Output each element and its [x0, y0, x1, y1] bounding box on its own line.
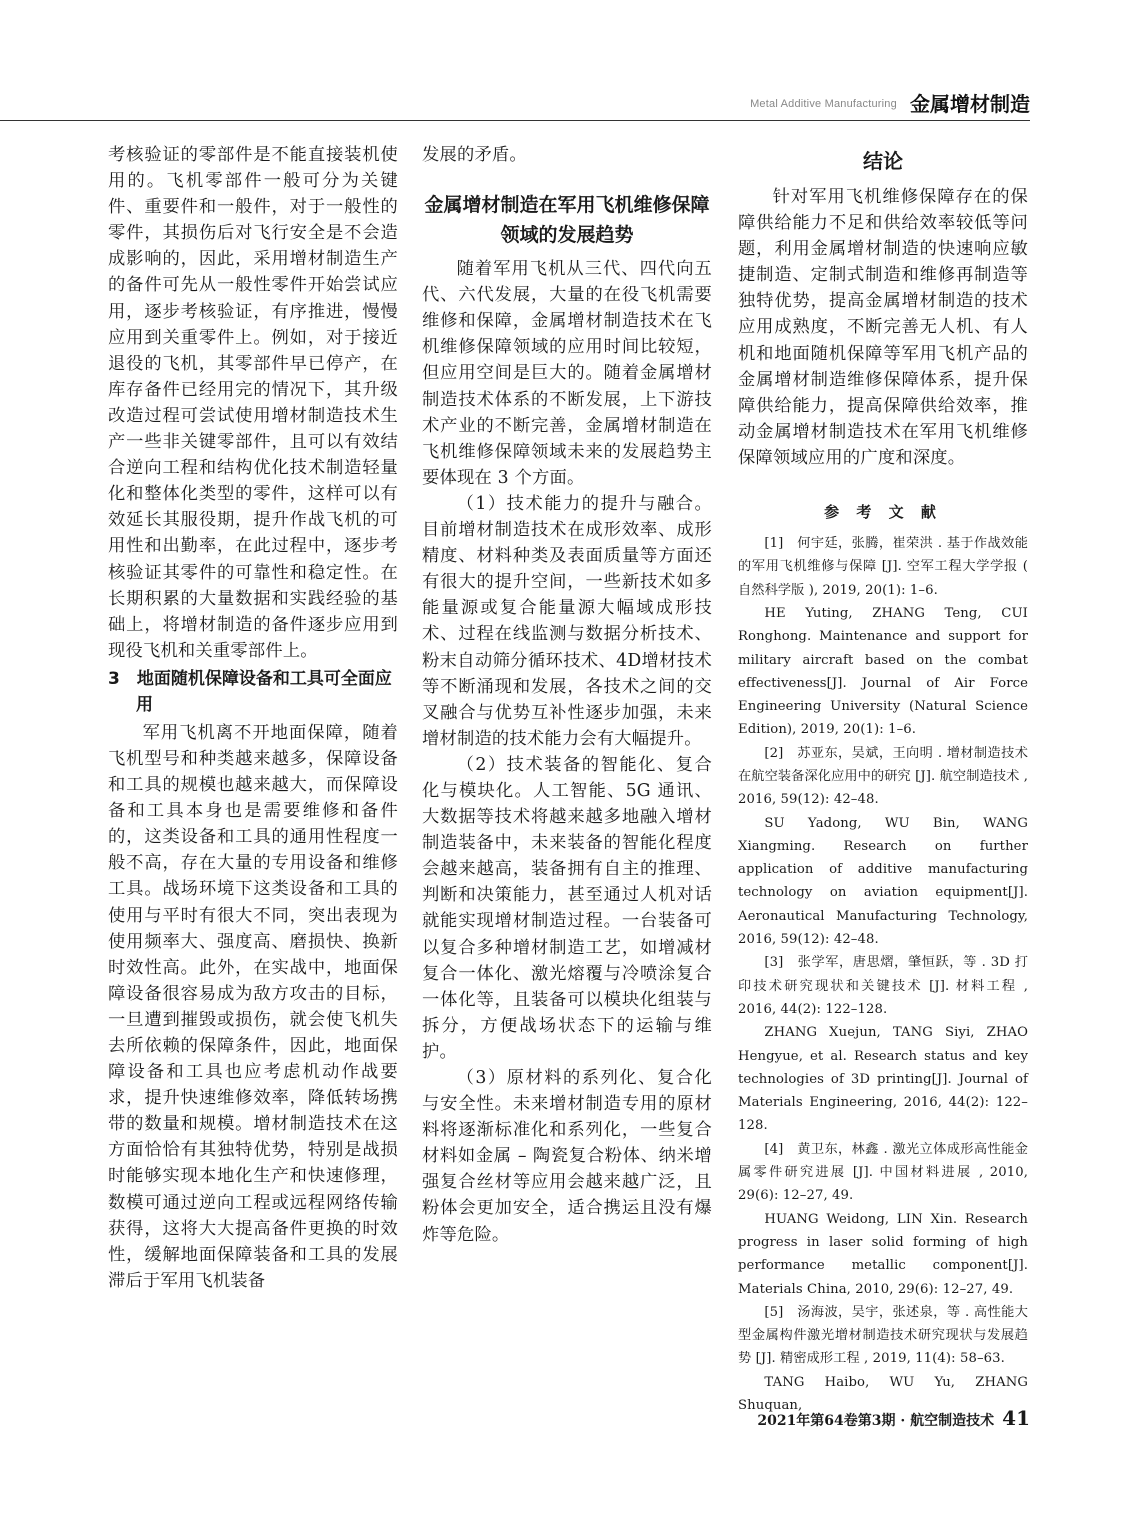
column-right	[738, 142, 1028, 1414]
paragraph-continued: 考核验证的零部件是不能直接装机使用的。飞机零部件一般可分为关键件、重要件和一般件，对于一般性的零件，其损伤后对飞行安全是不会造成影响的，因此，采用增材制造生产的备件可先从一般性零件开始尝试应用，逐步考核验证，有序推进，慢慢应用到关重零件上。例如，对于接近退役的飞机，其零部件早已停产，在库存备件已经用完的情况下，其升级改造过程可尝试使用增材制造技术生产一些非关键零部件，且可以有效结合逆向工程和结构优化技术制造轻量化和整体化类型的零件，这样可以有效延长其服役期，提升作战飞机的可用性和出勤率，在此过程中，逐步考核验证其零件的可靠性和稳定性。在长期积累的大量数据和实践经验的基础上，将增材制造的备件逐步应用到现役飞机和关重零部件上。	[108, 145, 398, 661]
footer-issue: 2021年第64卷第3期 · 航空制造技术	[757, 1413, 995, 1429]
reference-entry: [3] 张学军，唐思熠，肇恒跃，等 . 3D 打印技术研究现状和关键技术 [J]. 材料工程 , 2016, 44(2): 122–128.	[738, 955, 1028, 1017]
header-rule	[0, 120, 1030, 121]
reference-entry: TANG Haibo, WU Yu, ZHANG Shuquan,	[738, 1374, 1028, 1414]
paragraph-continued: 发展的矛盾。	[422, 145, 527, 165]
references-heading: 参 考 文 献	[824, 503, 942, 522]
running-header	[0, 88, 1030, 118]
header-chinese-title: 金属增材制造	[910, 92, 1030, 116]
paragraph-trend-3: （3）原材料的系列化、复合化与安全性。未来增材制造专用的原材料将逐渐标准化和系列化，一些复合材料如金属 – 陶瓷复合粉体、纳米增强复合丝材等应用会越来越广泛，且粉体会更加安全，适合携运且没有爆炸等危险。	[422, 1068, 712, 1245]
page-footer	[0, 1406, 1030, 1430]
paragraph-trend-1: （1）技术能力的提升与融合。目前增材制造技术在成形效率、成形精度、材料种类及表面质量等方面还有很大的提升空间，一些新技术如多能量源或复合能量源大幅域成形技术、过程在线监测与数据分析技术、粉末自动筛分循环技术、4D增材技术等不断涌现和发展，各技术之间的交叉融合与优势互补性逐步加强，未来增材制造的技术能力会有大幅提升。	[422, 493, 712, 749]
column-middle	[422, 142, 712, 1402]
reference-entry: HUANG Weidong, LIN Xin. Research progress in laser solid forming of high performance metallic component[J]. Materials China, 2010, 29(6): 12–27, 49.	[738, 1211, 1028, 1297]
column-left	[108, 142, 398, 1402]
reference-entry: [4] 黄卫东，林鑫 . 激光立体成形高性能金属零件研究进展 [J]. 中国材料进展 , 2010, 29(6): 12–27, 49.	[738, 1141, 1028, 1204]
reference-entry: HE Yuting, ZHANG Teng, CUI Ronghong. Maintenance and support for military aircraft based on the combat effectiveness[J]. Journal of Air Force Engineering University (Natural Science Edition), 2019, 20(1): 1–6.	[738, 605, 1028, 738]
reference-entry: [1] 何宇廷，张腾，崔荣洪 . 基于作战效能的军用飞机维修与保障 [J]. 空军工程大学学报 ( 自然科学版 ), 2019, 20(1): 1–6.	[738, 536, 1028, 598]
paragraph-trend-2: （2）技术装备的智能化、复合化与模块化。人工智能、5G 通讯、大数据等技术将越来越多地融入增材制造装备中，未来装备的智能化程度会越来越高，装备拥有自主的推理、判断和决策能力，甚至通过人机对话就能实现增材制造过程。一台装备可以复合多种增材制造工艺，如增减材复合一体化、激光熔覆与冷喷涂复合一体化等，且装备可以模块化组装与拆分，方便战场状态下的运输与维护。	[422, 754, 712, 1062]
paragraph-trends-intro: 随着军用飞机从三代、四代向五代、六代发展，大量的在役飞机需要维修和保障，金属增材制造技术在飞机维修保障领域的应用时间比较短，但应用空间是巨大的。随着金属增材制造技术体系的不断发展，上下游技术产业的不断完善，金属增材制造在飞机维修保障领域未来的发展趋势主要体现在 3 个方面。	[422, 259, 712, 488]
section-heading-3: 3 地面随机保障设备和工具可全面应用	[108, 668, 392, 715]
paragraph-ground-support: 军用飞机离不开地面保障，随着飞机型号和种类越来越多，保障设备和工具的规模也越来越大，而保障设备和工具本身也是需要维修和备件的，这类设备和工具的通用性程度一般不高，存在大量的专用设备和维修工具。战场环境下这类设备和工具的使用与平时有很大不同，突出表现为使用频率大、强度高、磨损快、换新时效性高。此外，在实战中，地面保障设备很容易成为敌方攻击的目标，一旦遭到摧毁或损伤，就会使飞机失去所依赖的保障条件，因此，地面保障设备和工具也应考虑机动作战要求，提升快速维修效率，降低转场携带的数量和规模。增材制造技术在这方面恰恰有其独特优势，特别是战损时能够实现本地化生产和快速修理，数模可通过逆向工程或远程网络传输获得，这将大大提高备件更换的时效性，缓解地面保障装备和工具的发展滞后于军用飞机装备	[108, 722, 398, 1291]
reference-entry: SU Yadong, WU Bin, WANG Xiangming. Research on further application of additive manufacturing technology on aviation equipment[J]. Aeronautical Manufacturing Technology, 2016, 59(12): 42–48.	[738, 815, 1028, 948]
page-number: 41	[1002, 1406, 1030, 1430]
paragraph-conclusion: 针对军用飞机维修保障存在的保障供给能力不足和供给效率较低等问题，利用金属增材制造的快速响应敏捷制造、定制式制造和维修再制造等独特优势，提高金属增材制造的技术应用成熟度，不断完善无人机、有人机和地面随机保障等军用飞机产品的金属增材制造维修保障体系，提升保障供给能力，提高保障供给效率，推动金属增材制造技术在军用飞机维修保障领域应用的广度和深度。	[738, 187, 1028, 468]
section-heading-trends: 金属增材制造在军用飞机维修保障领域的发展趋势	[424, 194, 710, 247]
reference-entry: [2] 苏亚东，吴斌，王向明 . 增材制造技术在航空装备深化应用中的研究 [J]. 航空制造技术 , 2016, 59(12): 42–48.	[738, 745, 1028, 808]
header-english-title: Metal Additive Manufacturing	[750, 98, 897, 110]
reference-entry: [5] 汤海波，吴宇，张述泉，等 . 高性能大型金属构件激光增材制造技术研究现状与发展趋势 [J]. 精密成形工程 , 2019, 11(4): 58–63.	[738, 1304, 1028, 1367]
section-heading-conclusion: 结论	[863, 149, 903, 173]
reference-entry: ZHANG Xuejun, TANG Siyi, ZHAO Hengyue, et al. Research status and key technologies of 3D printing[J]. Journal of Materials Engineering, 2016, 44(2): 122–128.	[738, 1025, 1028, 1134]
